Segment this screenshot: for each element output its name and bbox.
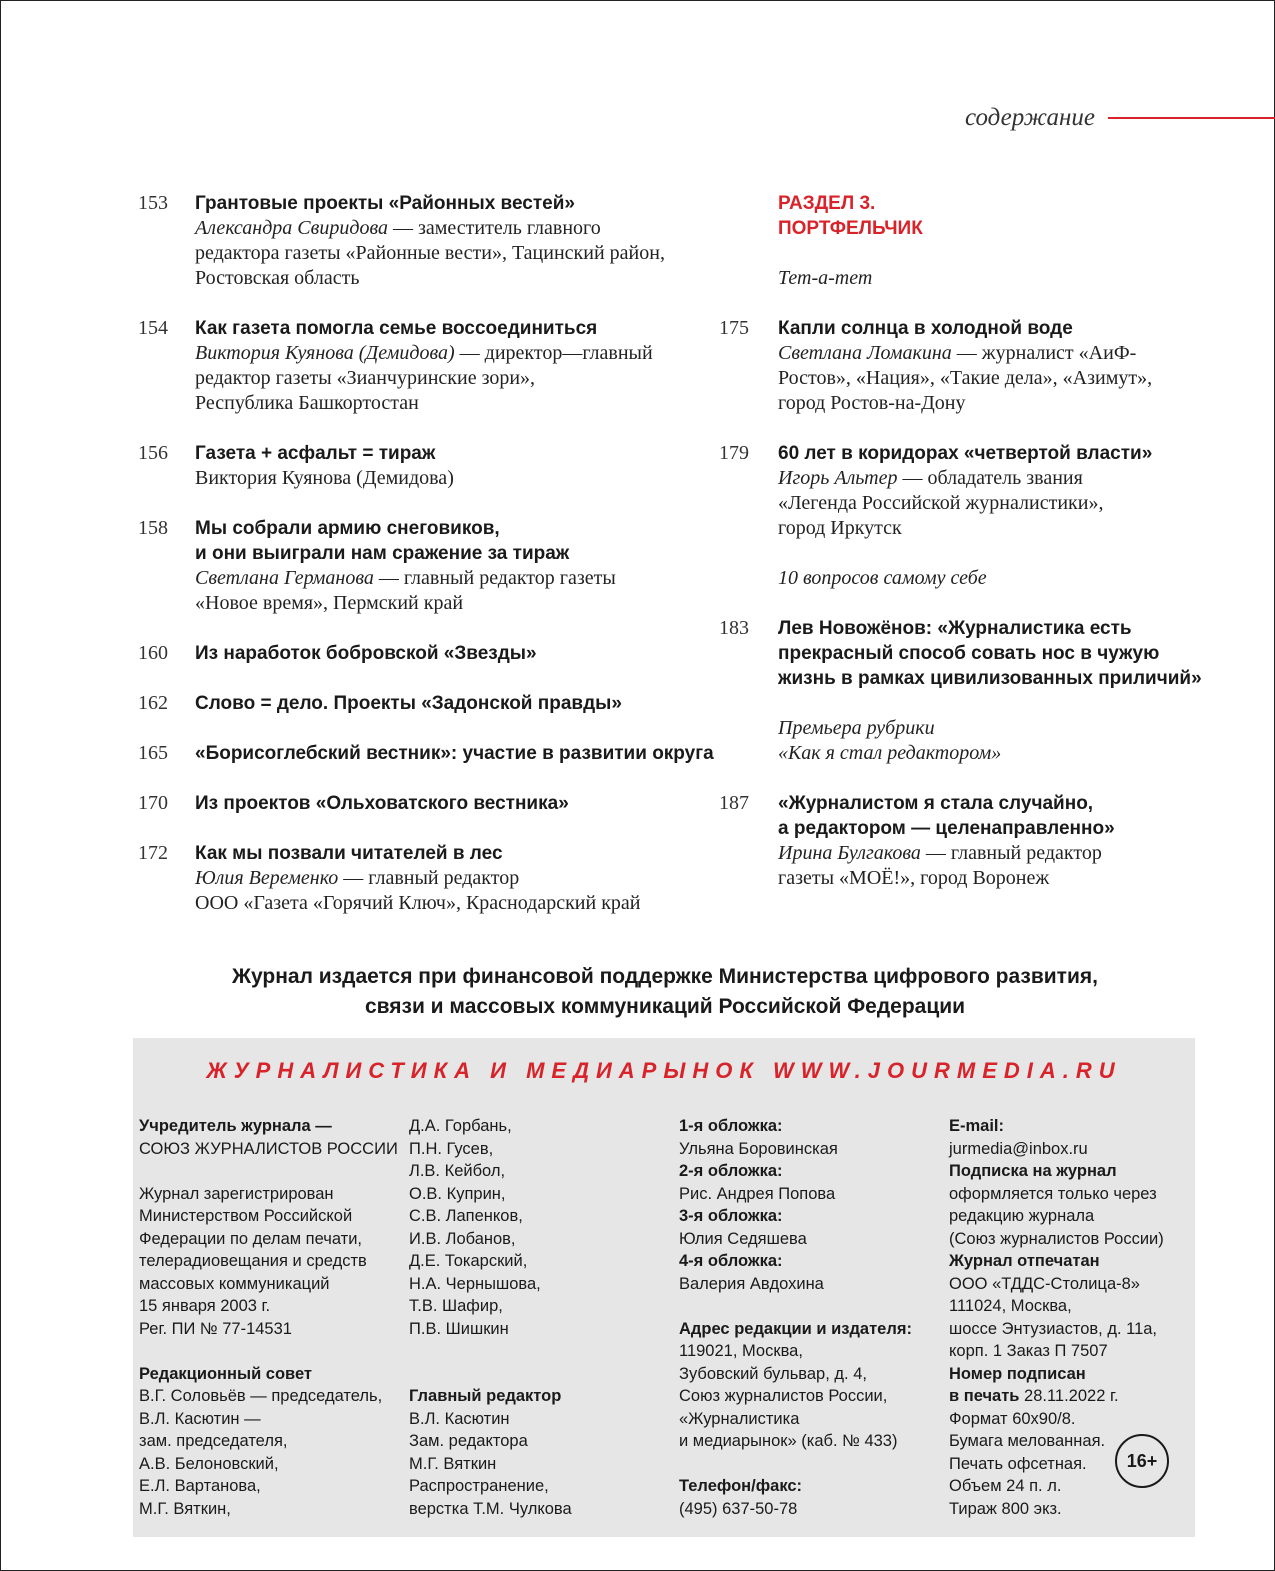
imprint-line: E-mail:: [949, 1117, 1005, 1135]
imprint-line: О.В. Куприн,: [409, 1184, 506, 1203]
toc-entry-byline: [195, 216, 665, 241]
imprint-line: В.Л. Касютин —: [139, 1409, 261, 1428]
imprint-line: 119021, Москва,: [679, 1342, 803, 1360]
toc-entry-text: [195, 691, 622, 716]
imprint-column-founder: [139, 1115, 398, 1520]
imprint-line: Печать офсетная.: [949, 1454, 1087, 1473]
imprint-line: Рег. ПИ № 77-14531: [139, 1319, 292, 1338]
rubric-premiere: [778, 716, 1001, 766]
toc-page-number: 165: [138, 742, 168, 764]
imprint-line: Е.Л. Вартанова,: [139, 1477, 261, 1495]
toc-entry-author: Ирина Булгакова: [778, 842, 921, 864]
imprint-line: В.Л. Касютин: [409, 1409, 510, 1428]
imprint-line: А.В. Белоновский,: [139, 1454, 279, 1473]
imprint-line: Валерия Авдохина: [679, 1274, 824, 1293]
toc-entry-byline: [195, 566, 616, 591]
toc-entry-text: [778, 616, 1202, 691]
imprint-line: Ульяна Боровинская: [679, 1139, 838, 1158]
toc-entry-title: Мы собрали армию снеговиков,: [195, 518, 500, 539]
imprint-line: Объем 24 п. л.: [949, 1477, 1062, 1495]
imprint-line: редакцию журнала: [949, 1207, 1095, 1225]
toc-entry-author: Игорь Альтер: [778, 467, 898, 489]
toc-entry-description: Виктория Куянова (Демидова): [195, 467, 454, 489]
imprint-line: Адрес редакции и издателя:: [679, 1319, 912, 1338]
support-note: [135, 962, 1195, 1022]
toc-entry-text: [195, 641, 537, 666]
toc-entry-text: [778, 316, 1152, 416]
imprint-line: «Журналистика: [679, 1409, 800, 1428]
imprint-line: П.Н. Гусев,: [409, 1139, 494, 1158]
toc-entry-description: — главный редактор газеты: [373, 567, 616, 589]
page-title: содержание: [965, 104, 1095, 131]
imprint-line: [139, 1160, 398, 1183]
toc-page-number: 175: [719, 317, 749, 339]
imprint-line: Учредитель журнала —: [139, 1117, 332, 1135]
imprint-line: Тираж 800 экз.: [949, 1499, 1062, 1518]
imprint-line: Бумага мелованная.: [949, 1432, 1106, 1450]
toc-entry-title: Капли солнца в холодной воде: [778, 318, 1073, 339]
toc-entry-text: [195, 741, 714, 766]
toc-entry-text: [195, 316, 653, 416]
toc-entry-title: Из проектов «Ольховатского вестника»: [195, 793, 569, 814]
section-heading: [778, 191, 923, 241]
toc-entry-title: прекрасный способ совать нос в чужую: [778, 643, 1160, 664]
toc-entry-text: [195, 841, 641, 916]
imprint-line: (Союз журналистов России): [949, 1229, 1164, 1248]
imprint-line: Н.А. Чернышова,: [409, 1274, 541, 1293]
toc-entry-title: жизнь в рамках цивилизованных приличий»: [778, 668, 1202, 689]
toc-entry-byline: [195, 866, 641, 891]
toc-entry-description: город Ростов-на-Дону: [778, 392, 966, 414]
toc-entry-title: а редактором — целенаправленно»: [778, 818, 1115, 839]
rubric-premiere-line: «Как я стал редактором»: [778, 742, 1002, 764]
imprint-line: В.Г. Соловьёв — председатель,: [139, 1387, 383, 1405]
imprint-line: Министерством Российской: [139, 1207, 353, 1225]
imprint-line: Главный редактор: [409, 1387, 562, 1405]
toc-page-number: 183: [719, 617, 749, 639]
imprint-line: 1-я обложка:: [679, 1117, 783, 1135]
imprint-line: [409, 1340, 572, 1363]
imprint-line: Формат 60х90/8.: [949, 1409, 1076, 1428]
rubric-premiere-line: Премьера рубрики: [778, 717, 935, 739]
imprint-line: Распространение,: [409, 1477, 549, 1495]
rubric-tete: Тет-а-тет: [778, 267, 873, 289]
imprint-line: Редакционный совет: [139, 1364, 313, 1383]
imprint-line: Журнал отпечатан: [949, 1252, 1100, 1270]
toc-page-number: 158: [138, 517, 168, 539]
toc-entry-text: [778, 441, 1152, 541]
toc-entry-byline: [195, 341, 653, 366]
imprint-line: С.В. Лапенков,: [409, 1207, 523, 1225]
toc-entry-title: Как мы позвали читателей в лес: [195, 843, 503, 864]
imprint-line: и медиарынок» (каб. № 433): [679, 1432, 898, 1450]
imprint-line: Л.В. Кейбол,: [409, 1162, 506, 1180]
age-rating-badge: 16+: [1115, 1434, 1169, 1488]
imprint-line: 111024, Москва,: [949, 1297, 1072, 1315]
toc-page-number: 162: [138, 692, 168, 714]
imprint-line: Номер подписан: [949, 1364, 1086, 1383]
toc-entry-description: «Новое время», Пермский край: [195, 592, 464, 614]
imprint-line: [679, 1295, 912, 1318]
imprint-line: [679, 1453, 912, 1476]
imprint-line: [409, 1363, 572, 1386]
toc-entry-author: Александра Свиридова: [195, 217, 388, 239]
toc-entry-description: Республика Башкортостан: [195, 392, 419, 414]
imprint-line: Подписка на журнал: [949, 1162, 1117, 1180]
toc-page-number: 153: [138, 192, 168, 214]
imprint-line: М.Г. Вяткин,: [139, 1499, 231, 1518]
toc-entry-description: «Легенда Российской журналистики»,: [778, 492, 1104, 514]
imprint-line: 15 января 2003 г.: [139, 1297, 271, 1315]
toc-page-number: 160: [138, 642, 168, 664]
imprint-line: [949, 1385, 1164, 1408]
toc-entry-author: Светлана Германова: [195, 567, 374, 589]
toc-entry-title: «Борисоглебский вестник»: участие в развитии округа: [195, 743, 714, 764]
toc-entry-description: газеты «МОЁ!», город Воронеж: [778, 867, 1050, 889]
imprint-line: оформляется только через: [949, 1184, 1157, 1203]
toc-entry-text: [195, 441, 454, 491]
imprint-line: 2-я обложка:: [679, 1162, 783, 1180]
imprint-value: 28.11.2022 г.: [1019, 1387, 1119, 1405]
toc-entry-title: и они выиграли нам сражение за тираж: [195, 543, 570, 564]
toc-entry-description: город Иркутск: [778, 517, 902, 539]
toc-entry-description: редактор газеты «Зианчуринские зори»,: [195, 367, 536, 389]
imprint-line: Союз журналистов России,: [679, 1387, 888, 1405]
imprint-line: Рис. Андрея Попова: [679, 1184, 836, 1203]
toc-entry-description: — главный редактор: [338, 867, 520, 889]
imprint-line: Зам. редактора: [409, 1432, 528, 1450]
toc-entry-byline: [778, 466, 1152, 491]
support-note-line: Журнал издается при финансовой поддержке Министерства цифрового развития,: [232, 965, 1098, 988]
toc-entry-description: — журналист «АиФ-: [951, 342, 1137, 364]
toc-entry-description: Ростовская область: [195, 267, 360, 289]
section-number: РАЗДЕЛ 3.: [778, 193, 876, 214]
imprint-line: Д.А. Горбань,: [409, 1117, 512, 1135]
toc-entry-title: Как газета помогла семье воссоединиться: [195, 318, 598, 339]
toc-entry-description: — обладатель звания: [897, 467, 1083, 489]
imprint-line: М.Г. Вяткин: [409, 1454, 497, 1473]
imprint-line: Зубовский бульвар, д. 4,: [679, 1364, 867, 1383]
imprint-line: телерадиовещания и средств: [139, 1252, 367, 1270]
imprint-line: 3-я обложка:: [679, 1207, 783, 1225]
imprint-line: зам. председателя,: [139, 1432, 288, 1450]
imprint-line: СОЮЗ ЖУРНАЛИСТОВ РОССИИ: [139, 1139, 398, 1158]
toc-entry-title: Грантовые проекты «Районных вестей»: [195, 193, 575, 214]
imprint-label: в печать: [949, 1387, 1020, 1405]
imprint-line: Д.Е. Токарский,: [409, 1252, 528, 1270]
imprint-line: корп. 1 Заказ П 7507: [949, 1342, 1108, 1360]
imprint-column-covers: [679, 1115, 912, 1520]
imprint-line: ООО «ТДДС-Столица-8»: [949, 1274, 1140, 1293]
toc-page-number: 154: [138, 317, 168, 339]
toc-entry-title: Лев Новожёнов: «Журналистика есть: [778, 618, 1132, 639]
toc-page-number: 172: [138, 842, 168, 864]
imprint-line: И.В. Лобанов,: [409, 1229, 516, 1248]
imprint-line: П.В. Шишкин: [409, 1319, 509, 1338]
imprint-line: массовых коммуникаций: [139, 1274, 330, 1293]
imprint-column-board: [409, 1115, 572, 1520]
toc-entry-title: 60 лет в коридорах «четвертой власти»: [778, 443, 1153, 464]
toc-entry-text: [195, 191, 665, 291]
imprint-line: Журнал зарегистрирован: [139, 1184, 334, 1203]
toc-entry-description: редактора газеты «Районные вести», Тацинский район,: [195, 242, 665, 264]
rubric-ten-questions: 10 вопросов самому себе: [778, 567, 987, 589]
imprint-line: [139, 1340, 398, 1363]
toc-entry-title: «Журналистом я стала случайно,: [778, 793, 1094, 814]
toc-page-number: 156: [138, 442, 168, 464]
header-rule: [1108, 117, 1275, 119]
toc-page-number: 187: [719, 792, 749, 814]
imprint-box: [133, 1038, 1195, 1537]
toc-entry-text: [778, 791, 1115, 891]
toc-entry-author: Юлия Веременко: [195, 867, 339, 889]
toc-page-number: 179: [719, 442, 749, 464]
toc-entry-title: Из наработок бобровской «Звезды»: [195, 643, 537, 664]
support-note-line: связи и массовых коммуникаций Российской Федерации: [364, 995, 966, 1018]
toc-entry-text: [195, 516, 616, 616]
magazine-brand: ЖУРНАЛИСТИКА И МЕДИАРЫНОК WWW.JOURMEDIA.RU: [206, 1058, 1122, 1083]
toc-entry-description: — заместитель главного: [388, 217, 601, 239]
imprint-line: шоссе Энтузиастов, д. 11а,: [949, 1319, 1158, 1338]
imprint-line: Телефон/факс:: [679, 1477, 803, 1495]
toc-entry-title: Газета + асфальт = тираж: [195, 443, 436, 464]
toc-entry-author: Светлана Ломакина: [778, 342, 952, 364]
imprint-line: Юлия Седяшева: [679, 1229, 807, 1248]
imprint-line: верстка Т.М. Чулкова: [409, 1499, 572, 1518]
toc-entry-description: — директор—главный: [454, 342, 653, 364]
toc-entry-description: ООО «Газета «Горячий Ключ», Краснодарский край: [195, 892, 641, 914]
section-title: ПОРТФЕЛЬЧИК: [778, 218, 923, 239]
toc-entry-description: — главный редактор: [920, 842, 1102, 864]
imprint-line: jurmedia@inbox.ru: [949, 1139, 1088, 1158]
toc-entry-byline: [778, 341, 1152, 366]
imprint-line: Т.В. Шафир,: [409, 1297, 503, 1315]
toc-entry-byline: [778, 841, 1115, 866]
toc-entry-description: Ростов», «Нация», «Такие дела», «Азимут»,: [778, 367, 1153, 389]
toc-entry-text: [195, 791, 569, 816]
toc-entry-author: Виктория Куянова (Демидова): [195, 342, 455, 364]
toc-page-number: 170: [138, 792, 168, 814]
imprint-line: Федерации по делам печати,: [139, 1229, 362, 1248]
toc-entry-title: Слово = дело. Проекты «Задонской правды»: [195, 693, 622, 714]
toc-entry-byline: [195, 466, 454, 491]
imprint-line: (495) 637-50-78: [679, 1499, 798, 1518]
imprint-line: 4-я обложка:: [679, 1252, 783, 1270]
